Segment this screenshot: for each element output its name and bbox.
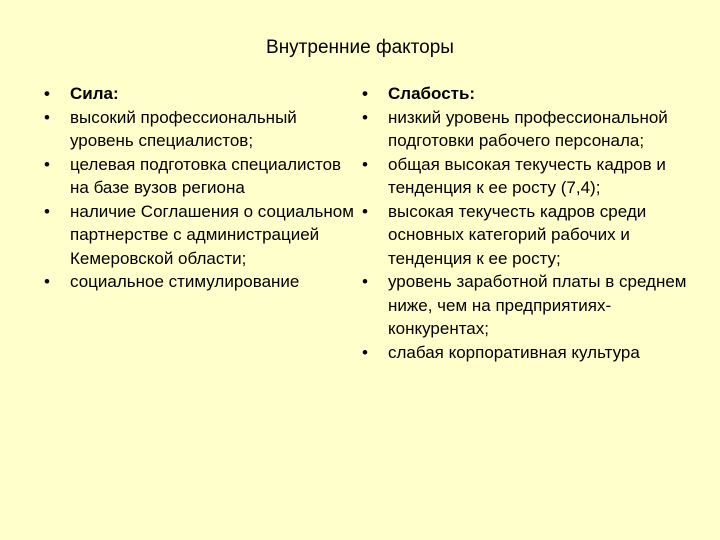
bullet: • — [362, 342, 368, 362]
strength-item — [44, 106, 354, 153]
bullet: • — [44, 272, 50, 291]
weakness-item — [362, 106, 697, 153]
strengths-list — [44, 82, 354, 294]
strength-item-text: социальное стимулирование — [70, 272, 300, 291]
slide-title: Внутренние факторы — [266, 37, 454, 58]
strength-item — [44, 153, 354, 200]
strength-item-text: высокий профессиональный уровень специалистов; — [70, 107, 297, 150]
weakness-item-text: слабая корпоративная культура — [388, 342, 640, 362]
strengths-heading-text: Сила: — [70, 84, 119, 103]
weaknesses-heading — [362, 82, 697, 106]
weaknesses-heading-text: Слабость: — [388, 84, 476, 103]
bullet: • — [362, 154, 368, 174]
strengths-heading — [44, 82, 354, 106]
bullet: • — [362, 201, 368, 221]
strength-item-text: наличие Соглашения о социальном партнерстве с администрацией Кемеровской области; — [70, 201, 354, 268]
weakness-item — [362, 200, 697, 271]
strength-item — [44, 270, 354, 294]
bullet: • — [44, 84, 50, 103]
weakness-item-text: низкий уровень профессиональной подготовки рабочего персонала; — [388, 107, 668, 150]
weakness-item-text: уровень заработной платы в среднем ниже, чем на предприятиях-конкурентах; — [388, 272, 687, 338]
weakness-item — [362, 153, 697, 200]
bullet: • — [44, 154, 50, 174]
weakness-item — [362, 270, 697, 341]
bullet: • — [44, 107, 50, 127]
weakness-item-text: общая высокая текучесть кадров и тенденция к ее росту (7,4); — [388, 154, 666, 197]
bullet: • — [362, 272, 368, 291]
weakness-item — [362, 341, 697, 365]
strength-item-text: целевая подготовка специалистов на базе вузов региона — [70, 154, 342, 197]
bullet: • — [362, 84, 368, 103]
strength-item — [44, 200, 354, 271]
bullet: • — [44, 201, 50, 221]
weaknesses-list — [362, 82, 697, 364]
bullet: • — [362, 107, 368, 127]
weakness-item-text: высокая текучесть кадров среди основных категорий рабочих и тенденция к ее росту; — [388, 201, 647, 268]
